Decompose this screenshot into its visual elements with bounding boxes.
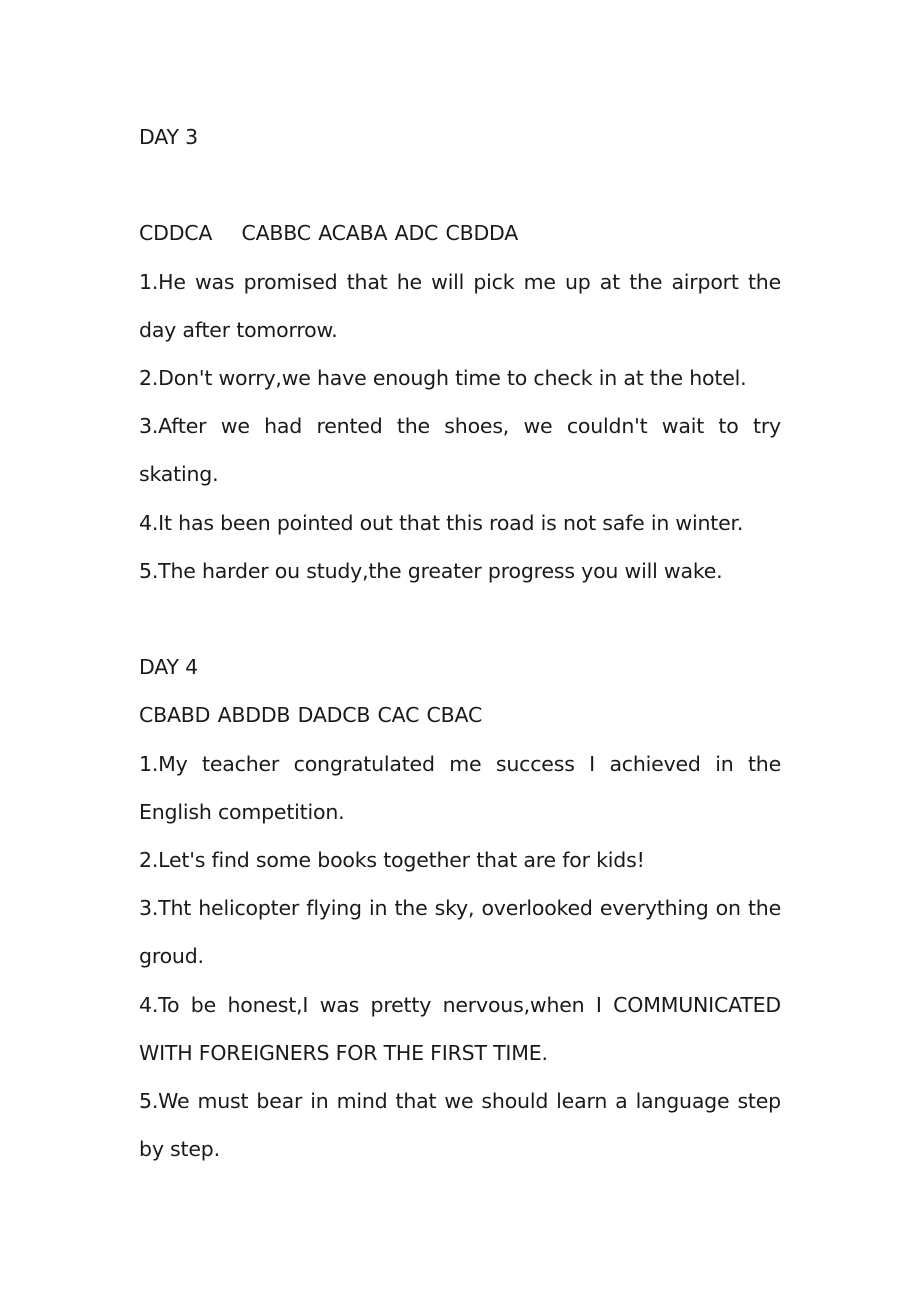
day4-sentence-4: 4.To be honest,I was pretty nervous,when I COMMUNICATED WITH FOREIGNERS FOR THE FIRST TIME. xyxy=(139,992,781,1065)
day3-sentence-1: 1.He was promised that he will pick me up at the airport the day after tomorrow. xyxy=(139,269,781,342)
day3-sentence-5: 5.The harder ou study,the greater progress you will wake. xyxy=(139,558,723,583)
day3-heading: DAY 3 xyxy=(139,125,198,149)
section-spacer xyxy=(139,161,781,209)
day4-sentence-3: 3.Tht helicopter flying in the sky, overlooked everything on the groud. xyxy=(139,896,781,969)
day3-sentence-4: 4.It has been pointed out that this road is not safe in winter. xyxy=(139,510,744,535)
section-spacer xyxy=(139,595,781,643)
day4-answer-key: CBABD ABDDB DADCB CAC CBAC xyxy=(139,703,483,728)
day4-heading: DAY 4 xyxy=(139,655,198,680)
day4-sentence-1: 1.My teacher congratulated me success I achieved in the English competition. xyxy=(139,751,781,824)
answer-key-content xyxy=(139,113,781,1173)
day3-answer-key: CDDCA CABBC ACABA ADC CBDDA xyxy=(139,221,519,246)
day3-sentence-2: 2.Don't worry,we have enough time to check in at the hotel. xyxy=(139,366,747,390)
day4-sentence-2: 2.Let's find some books together that are for kids! xyxy=(139,848,645,873)
day3-sentence-3: 3.After we had rented the shoes, we couldn't wait to try skating. xyxy=(139,414,781,487)
day4-sentence-5: 5.We must bear in mind that we should learn a language step by step. xyxy=(139,1089,781,1162)
